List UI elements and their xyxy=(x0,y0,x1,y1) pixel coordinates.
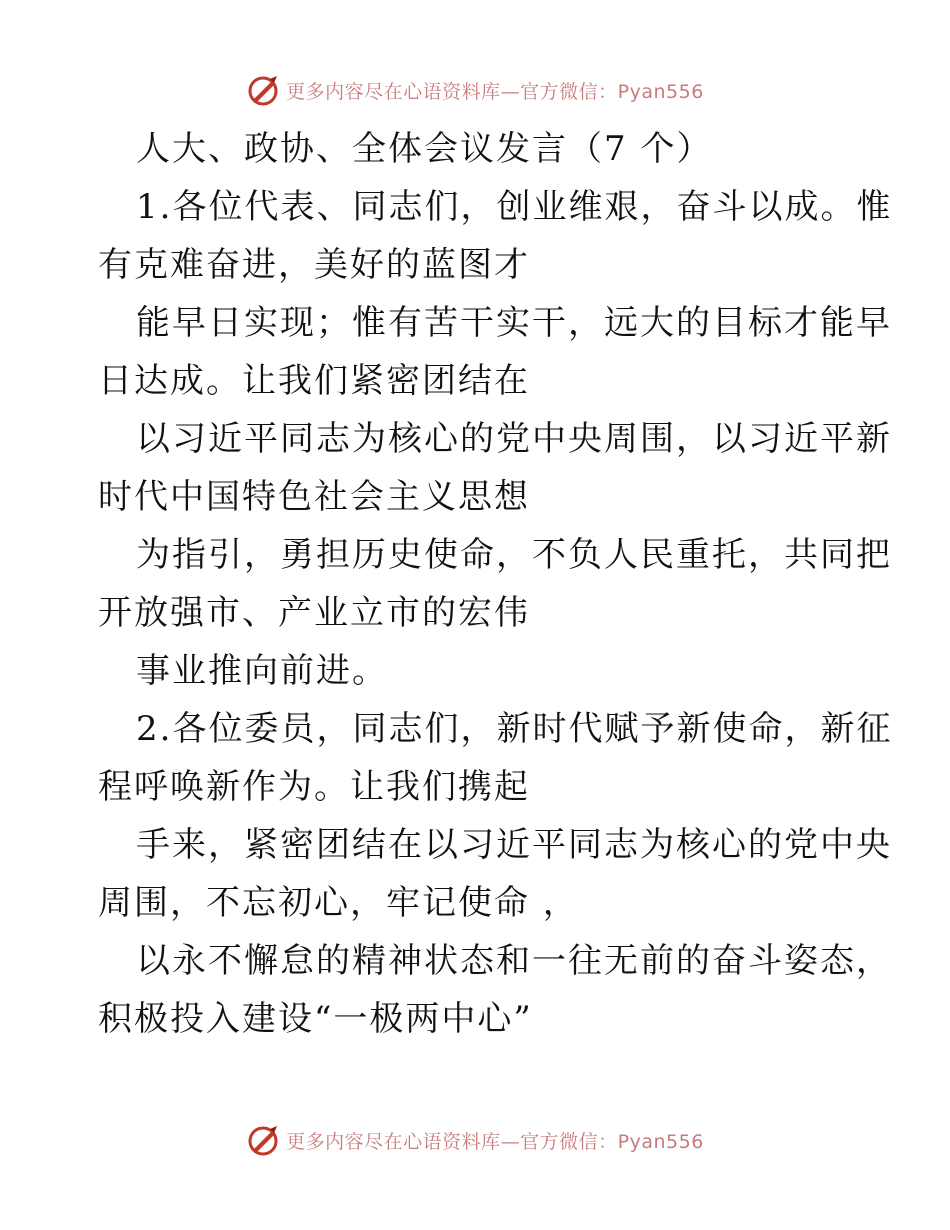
text-line: 事业推向前进。 xyxy=(136,651,388,691)
header-banner xyxy=(246,73,704,107)
document-body xyxy=(98,120,893,1048)
text-line: 2.各位委员，同志们，新时代赋予新使命，新征 xyxy=(136,709,893,749)
text-line: 为指引，勇担历史使命，不负人民重托，共同把 xyxy=(136,535,892,575)
text-line: 能早日实现；惟有苦干实干，远大的目标才能早 xyxy=(136,303,892,343)
text-line: 手来，紧密团结在以习近平同志为核心的党中央 xyxy=(136,825,892,865)
text-line: 积极投入建设“一极两中心” xyxy=(98,999,533,1039)
text-line: 时代中国特色社会主义思想 xyxy=(98,477,530,517)
page-header xyxy=(0,70,950,110)
text-line: 以永不懈怠的精神状态和一往无前的奋斗姿态， xyxy=(136,941,892,981)
text-line: 日达成。让我们紧密团结在 xyxy=(98,361,530,401)
text-line: 程呼唤新作为。让我们携起 xyxy=(98,767,530,807)
footer-banner xyxy=(246,1123,704,1157)
footer-wechat-id: Pyan556 xyxy=(617,1130,704,1153)
header-banner-text: 更多内容尽在心语资料库—官方微信：Pyan556 xyxy=(286,80,704,103)
text-line: 周围，不忘初心，牢记使命 ， xyxy=(98,883,579,923)
text-line: 有克难奋进，美好的蓝图才 xyxy=(98,245,530,285)
text-line: 以习近平同志为核心的党中央周围，以习近平新 xyxy=(136,419,892,459)
quill-logo-icon xyxy=(246,1123,280,1157)
text-line: 1.各位代表、同志们，创业维艰，奋斗以成。惟 xyxy=(136,187,893,227)
header-wechat-id: Pyan556 xyxy=(617,80,704,103)
quill-logo-icon xyxy=(246,73,280,107)
text-line: 开放强市、产业立市的宏伟 xyxy=(98,593,530,633)
footer-banner-text: 更多内容尽在心语资料库—官方微信：Pyan556 xyxy=(286,1130,704,1153)
document-title: 人大、政协、全体会议发言（7 个） xyxy=(136,129,713,169)
page-footer xyxy=(0,1120,950,1160)
